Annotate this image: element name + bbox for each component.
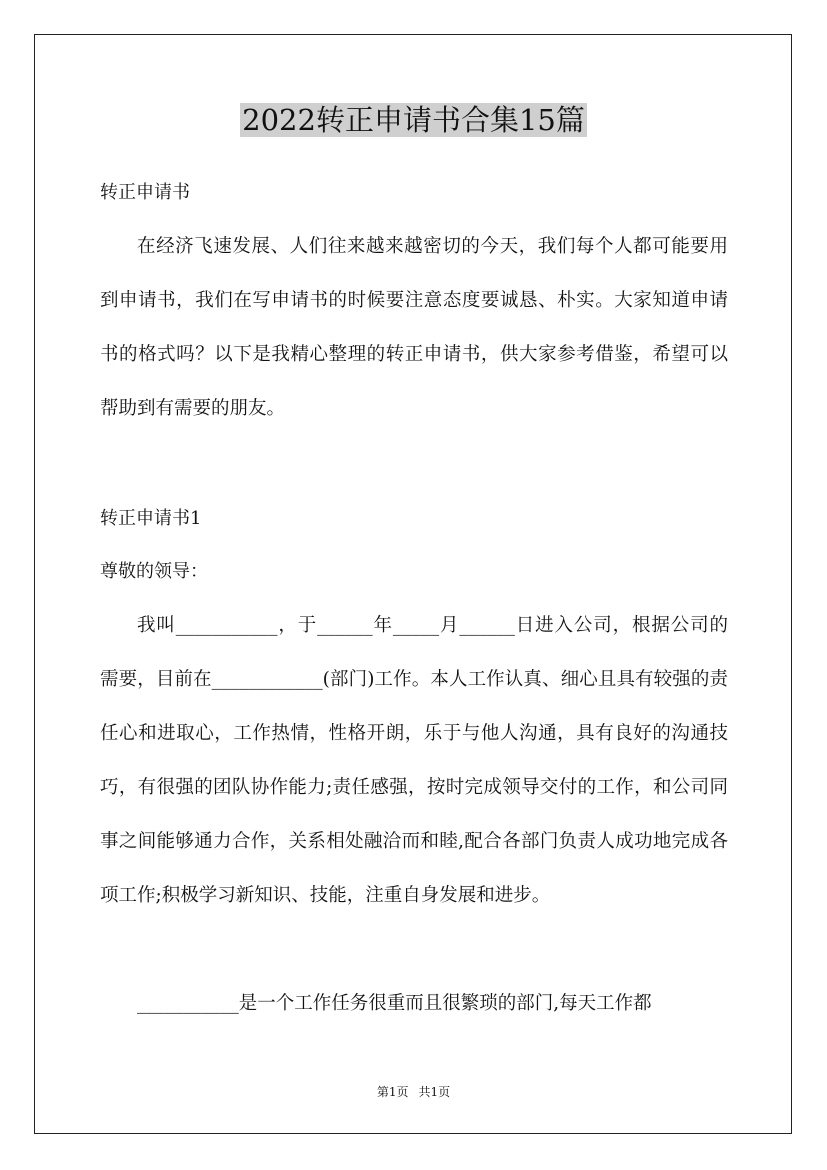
body-paragraph-2: ___________是一个工作任务很重而且很繁琐的部门,每天工作都 [137, 993, 652, 1014]
body-paragraph-1: 我叫___________，于______年_____月______日进入公司，根据公司的需要，目前在____________(部门)工作。本人工作认真、细心且具有较强的责任心和进取心，工作热情，性格开朗，乐于与他人沟通，具有良好的沟通技巧，有很强的团队协作能力;责任感强，按时完成领导交付的工作，和公司同事之间能够通力合作，关系相处融洽而和睦,配合各部门负责人成功地完成各项工作;积极学习新知识、技能，注重自身发展和进步。 [100, 615, 728, 906]
page-number: 第1页 [376, 1085, 409, 1099]
page-total: 共1页 [418, 1085, 451, 1099]
page-footer [0, 1084, 827, 1100]
document-title-text: 2022转正申请书合集15篇 [242, 103, 585, 137]
intro-paragraph: 在经济飞速发展、人们往来越来越密切的今天，我们每个人都可能要用到申请书，我们在写申请书的时候要注意态度要诚恳、朴实。大家知道申请书的格式吗？以下是我精心整理的转正申请书，供大家参考借鉴，希望可以帮助到有需要的朋友。 [100, 236, 728, 419]
intro-heading: 转正申请书 [100, 182, 190, 203]
document-title [0, 100, 827, 140]
salutation: 尊敬的领导： [100, 561, 208, 582]
section-1-heading: 转正申请书1 [100, 508, 202, 529]
